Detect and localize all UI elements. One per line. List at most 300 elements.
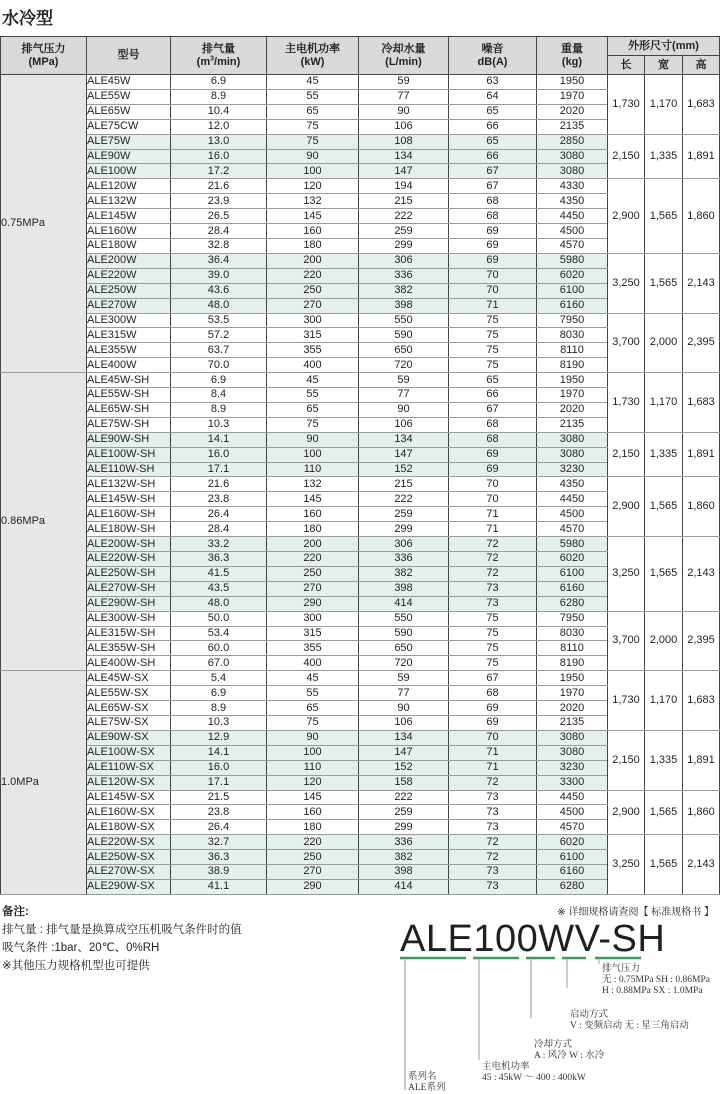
cooling-water-cell: 147 bbox=[359, 447, 449, 462]
weight-cell: 3080 bbox=[537, 447, 608, 462]
width-cell: 1,335 bbox=[645, 432, 683, 477]
notes-line: 吸气条件 :1bar、20℃、0%RH bbox=[2, 942, 160, 954]
weight-cell: 6100 bbox=[537, 850, 608, 865]
air-delivery-cell: 8.9 bbox=[171, 701, 267, 716]
motor-power-cell: 200 bbox=[267, 253, 359, 268]
model-cell: ALE45W-SX bbox=[87, 671, 171, 686]
weight-cell: 8030 bbox=[537, 626, 608, 641]
length-cell: 3,250 bbox=[608, 537, 645, 612]
air-delivery-cell: 43.5 bbox=[171, 581, 267, 596]
air-delivery-cell: 26.4 bbox=[171, 820, 267, 835]
motor-power-cell: 300 bbox=[267, 313, 359, 328]
weight-cell: 6160 bbox=[537, 298, 608, 313]
noise-cell: 69 bbox=[449, 253, 537, 268]
header-model: 型号 bbox=[87, 37, 171, 75]
height-cell: 1,891 bbox=[683, 134, 720, 179]
weight-cell: 2850 bbox=[537, 134, 608, 149]
noise-cell: 75 bbox=[449, 641, 537, 656]
noise-cell: 73 bbox=[449, 790, 537, 805]
height-cell: 2,143 bbox=[683, 537, 720, 612]
noise-cell: 71 bbox=[449, 298, 537, 313]
weight-cell: 4500 bbox=[537, 507, 608, 522]
start-method-legend: 启动方式 V : 变频启动 无 : 星三角启动 bbox=[570, 1010, 689, 1031]
noise-cell: 70 bbox=[449, 268, 537, 283]
air-delivery-cell: 36.4 bbox=[171, 253, 267, 268]
noise-cell: 68 bbox=[449, 209, 537, 224]
length-cell: 2,900 bbox=[608, 179, 645, 254]
model-cell: ALE100W-SH bbox=[87, 447, 171, 462]
model-cell: ALE90W-SH bbox=[87, 432, 171, 447]
air-delivery-cell: 48.0 bbox=[171, 596, 267, 611]
height-cell: 1,860 bbox=[683, 179, 720, 254]
cooling-water-cell: 299 bbox=[359, 238, 449, 253]
weight-cell: 3080 bbox=[537, 149, 608, 164]
noise-cell: 70 bbox=[449, 283, 537, 298]
model-cell: ALE250W-SH bbox=[87, 566, 171, 581]
motor-power-cell: 160 bbox=[267, 224, 359, 239]
motor-power-legend: 主电机功率 45 : 45kW ～ 400 : 400kW bbox=[482, 1062, 586, 1083]
motor-power-cell: 110 bbox=[267, 462, 359, 477]
table-row bbox=[1, 835, 720, 850]
noise-cell: 75 bbox=[449, 626, 537, 641]
weight-cell: 5980 bbox=[537, 537, 608, 552]
cooling-water-cell: 382 bbox=[359, 283, 449, 298]
model-cell: ALE160W-SX bbox=[87, 805, 171, 820]
notes-heading: 备注: bbox=[2, 906, 29, 918]
model-cell: ALE300W bbox=[87, 313, 171, 328]
air-delivery-cell: 48.0 bbox=[171, 298, 267, 313]
model-cell: ALE55W bbox=[87, 89, 171, 104]
model-cell: ALE160W-SH bbox=[87, 507, 171, 522]
weight-cell: 2020 bbox=[537, 701, 608, 716]
air-delivery-cell: 23.8 bbox=[171, 805, 267, 820]
air-delivery-cell: 39.0 bbox=[171, 268, 267, 283]
cooling-water-cell: 147 bbox=[359, 745, 449, 760]
width-cell: 1,170 bbox=[645, 671, 683, 731]
cooling-water-cell: 152 bbox=[359, 462, 449, 477]
motor-power-cell: 132 bbox=[267, 194, 359, 209]
noise-cell: 71 bbox=[449, 760, 537, 775]
air-delivery-cell: 36.3 bbox=[171, 850, 267, 865]
motor-power-cell: 355 bbox=[267, 641, 359, 656]
motor-power-cell: 200 bbox=[267, 537, 359, 552]
model-cell: ALE120W-SX bbox=[87, 775, 171, 790]
cooling-water-cell: 215 bbox=[359, 194, 449, 209]
motor-power-cell: 90 bbox=[267, 149, 359, 164]
cooling-water-cell: 147 bbox=[359, 164, 449, 179]
model-cell: ALE132W bbox=[87, 194, 171, 209]
weight-cell: 4450 bbox=[537, 492, 608, 507]
width-cell: 1,170 bbox=[645, 373, 683, 433]
model-cell: ALE270W bbox=[87, 298, 171, 313]
motor-power-cell: 250 bbox=[267, 850, 359, 865]
length-cell: 1,730 bbox=[608, 671, 645, 731]
motor-power-cell: 45 bbox=[267, 373, 359, 388]
noise-cell: 72 bbox=[449, 566, 537, 581]
width-cell: 1,335 bbox=[645, 730, 683, 790]
weight-cell: 3230 bbox=[537, 760, 608, 775]
cooling-water-cell: 77 bbox=[359, 686, 449, 701]
header-cooling-water: 冷却水量 (L/min) bbox=[359, 37, 449, 75]
air-delivery-cell: 28.4 bbox=[171, 522, 267, 537]
height-cell: 1,860 bbox=[683, 477, 720, 537]
air-delivery-cell: 10.3 bbox=[171, 715, 267, 730]
motor-power-cell: 290 bbox=[267, 596, 359, 611]
model-code-guide bbox=[395, 956, 720, 1093]
cooling-water-cell: 550 bbox=[359, 313, 449, 328]
air-delivery-cell: 67.0 bbox=[171, 656, 267, 671]
table-row bbox=[1, 671, 720, 686]
noise-cell: 69 bbox=[449, 238, 537, 253]
table-row bbox=[1, 75, 720, 90]
table-row bbox=[1, 313, 720, 328]
table-row bbox=[1, 537, 720, 552]
noise-cell: 73 bbox=[449, 820, 537, 835]
length-cell: 3,700 bbox=[608, 611, 645, 671]
air-delivery-cell: 21.5 bbox=[171, 790, 267, 805]
notes-line: 排气量 : 排气量是换算成空压机吸气条件时的值 bbox=[2, 924, 242, 936]
air-delivery-cell: 5.4 bbox=[171, 671, 267, 686]
motor-power-cell: 220 bbox=[267, 552, 359, 567]
cooling-water-cell: 398 bbox=[359, 865, 449, 880]
height-cell: 2,395 bbox=[683, 313, 720, 373]
air-delivery-cell: 26.4 bbox=[171, 507, 267, 522]
weight-cell: 8190 bbox=[537, 656, 608, 671]
motor-power-cell: 120 bbox=[267, 775, 359, 790]
air-delivery-cell: 26.5 bbox=[171, 209, 267, 224]
length-cell: 1,730 bbox=[608, 75, 645, 135]
cooling-water-cell: 299 bbox=[359, 820, 449, 835]
noise-cell: 67 bbox=[449, 164, 537, 179]
noise-cell: 75 bbox=[449, 656, 537, 671]
weight-cell: 1950 bbox=[537, 373, 608, 388]
weight-cell: 7950 bbox=[537, 313, 608, 328]
noise-cell: 69 bbox=[449, 224, 537, 239]
model-cell: ALE180W-SH bbox=[87, 522, 171, 537]
cooling-water-cell: 306 bbox=[359, 253, 449, 268]
model-cell: ALE110W-SX bbox=[87, 760, 171, 775]
model-cell: ALE300W-SH bbox=[87, 611, 171, 626]
length-cell: 3,700 bbox=[608, 313, 645, 373]
cooling-water-cell: 59 bbox=[359, 75, 449, 90]
air-delivery-cell: 14.1 bbox=[171, 432, 267, 447]
cooling-water-cell: 90 bbox=[359, 402, 449, 417]
table-row bbox=[1, 253, 720, 268]
noise-cell: 68 bbox=[449, 194, 537, 209]
model-cell: ALE45W-SH bbox=[87, 373, 171, 388]
cooling-water-cell: 152 bbox=[359, 760, 449, 775]
height-cell: 2,143 bbox=[683, 835, 720, 895]
header-noise: 噪音 dB(A) bbox=[449, 37, 537, 75]
weight-cell: 6020 bbox=[537, 268, 608, 283]
air-delivery-cell: 16.0 bbox=[171, 447, 267, 462]
model-cell: ALE145W-SH bbox=[87, 492, 171, 507]
air-delivery-cell: 21.6 bbox=[171, 477, 267, 492]
air-delivery-cell: 70.0 bbox=[171, 358, 267, 373]
noise-cell: 75 bbox=[449, 358, 537, 373]
motor-power-cell: 65 bbox=[267, 104, 359, 119]
height-cell: 1,891 bbox=[683, 432, 720, 477]
width-cell: 1,335 bbox=[645, 134, 683, 179]
cooling-water-cell: 550 bbox=[359, 611, 449, 626]
weight-cell: 2135 bbox=[537, 119, 608, 134]
noise-cell: 67 bbox=[449, 402, 537, 417]
length-cell: 1,730 bbox=[608, 373, 645, 433]
table-row bbox=[1, 432, 720, 447]
cooling-water-cell: 590 bbox=[359, 626, 449, 641]
air-delivery-cell: 63.7 bbox=[171, 343, 267, 358]
length-cell: 2,150 bbox=[608, 730, 645, 790]
weight-cell: 3080 bbox=[537, 432, 608, 447]
air-delivery-cell: 8.9 bbox=[171, 402, 267, 417]
cooling-water-cell: 59 bbox=[359, 671, 449, 686]
spec-reference-note: ※ 详细规格请查阅【 标准规格书 】 bbox=[557, 907, 714, 918]
model-cell: ALE315W-SH bbox=[87, 626, 171, 641]
air-delivery-cell: 28.4 bbox=[171, 224, 267, 239]
weight-cell: 4570 bbox=[537, 522, 608, 537]
motor-power-cell: 75 bbox=[267, 119, 359, 134]
cooling-water-cell: 398 bbox=[359, 298, 449, 313]
cooling-water-cell: 222 bbox=[359, 790, 449, 805]
motor-power-cell: 100 bbox=[267, 164, 359, 179]
width-cell: 1,170 bbox=[645, 75, 683, 135]
weight-cell: 3300 bbox=[537, 775, 608, 790]
model-cell: ALE160W bbox=[87, 224, 171, 239]
weight-cell: 3230 bbox=[537, 462, 608, 477]
noise-cell: 68 bbox=[449, 417, 537, 432]
length-cell: 3,250 bbox=[608, 253, 645, 313]
model-cell: ALE75CW bbox=[87, 119, 171, 134]
noise-cell: 73 bbox=[449, 596, 537, 611]
spec-table bbox=[0, 36, 720, 895]
noise-cell: 65 bbox=[449, 373, 537, 388]
motor-power-cell: 45 bbox=[267, 75, 359, 90]
cooling-water-cell: 222 bbox=[359, 209, 449, 224]
cooling-water-cell: 398 bbox=[359, 581, 449, 596]
air-delivery-cell: 23.8 bbox=[171, 492, 267, 507]
motor-power-cell: 270 bbox=[267, 298, 359, 313]
weight-cell: 4450 bbox=[537, 209, 608, 224]
air-delivery-cell: 6.9 bbox=[171, 686, 267, 701]
model-cell: ALE55W-SX bbox=[87, 686, 171, 701]
weight-cell: 4350 bbox=[537, 477, 608, 492]
motor-power-cell: 180 bbox=[267, 522, 359, 537]
model-cell: ALE400W-SH bbox=[87, 656, 171, 671]
model-cell: ALE100W-SX bbox=[87, 745, 171, 760]
weight-cell: 4500 bbox=[537, 224, 608, 239]
motor-power-cell: 45 bbox=[267, 671, 359, 686]
air-delivery-cell: 10.3 bbox=[171, 417, 267, 432]
weight-cell: 1950 bbox=[537, 75, 608, 90]
height-cell: 1,891 bbox=[683, 730, 720, 790]
cooling-water-cell: 134 bbox=[359, 730, 449, 745]
header-weight: 重量 (kg) bbox=[537, 37, 608, 75]
motor-power-cell: 65 bbox=[267, 701, 359, 716]
model-cell: ALE45W bbox=[87, 75, 171, 90]
width-cell: 1,565 bbox=[645, 477, 683, 537]
motor-power-cell: 160 bbox=[267, 805, 359, 820]
air-delivery-cell: 32.8 bbox=[171, 238, 267, 253]
cooling-water-cell: 299 bbox=[359, 522, 449, 537]
cooling-water-cell: 720 bbox=[359, 358, 449, 373]
weight-cell: 5980 bbox=[537, 253, 608, 268]
header-length: 长 bbox=[608, 56, 645, 75]
air-delivery-cell: 53.4 bbox=[171, 626, 267, 641]
noise-cell: 75 bbox=[449, 313, 537, 328]
air-delivery-cell: 13.0 bbox=[171, 134, 267, 149]
air-delivery-cell: 32.7 bbox=[171, 835, 267, 850]
motor-power-cell: 270 bbox=[267, 865, 359, 880]
model-cell: ALE220W-SX bbox=[87, 835, 171, 850]
header-motor-power: 主电机功率 (kW) bbox=[267, 37, 359, 75]
model-cell: ALE65W bbox=[87, 104, 171, 119]
width-cell: 1,565 bbox=[645, 790, 683, 835]
weight-cell: 8030 bbox=[537, 328, 608, 343]
weight-cell: 6020 bbox=[537, 552, 608, 567]
cooling-water-cell: 59 bbox=[359, 373, 449, 388]
cooling-water-cell: 194 bbox=[359, 179, 449, 194]
weight-cell: 6280 bbox=[537, 879, 608, 894]
model-cell: ALE145W-SX bbox=[87, 790, 171, 805]
cooling-water-cell: 259 bbox=[359, 805, 449, 820]
weight-cell: 1970 bbox=[537, 388, 608, 403]
air-delivery-cell: 16.0 bbox=[171, 149, 267, 164]
air-delivery-cell: 41.1 bbox=[171, 879, 267, 894]
motor-power-cell: 100 bbox=[267, 745, 359, 760]
height-cell: 1,683 bbox=[683, 671, 720, 731]
length-cell: 2,900 bbox=[608, 477, 645, 537]
air-delivery-cell: 14.1 bbox=[171, 745, 267, 760]
motor-power-cell: 400 bbox=[267, 358, 359, 373]
cooling-water-cell: 382 bbox=[359, 566, 449, 581]
noise-cell: 71 bbox=[449, 745, 537, 760]
model-cell: ALE250W-SX bbox=[87, 850, 171, 865]
cooling-water-cell: 106 bbox=[359, 417, 449, 432]
noise-cell: 69 bbox=[449, 701, 537, 716]
model-cell: ALE400W bbox=[87, 358, 171, 373]
model-cell: ALE145W bbox=[87, 209, 171, 224]
air-delivery-cell: 60.0 bbox=[171, 641, 267, 656]
motor-power-cell: 132 bbox=[267, 477, 359, 492]
motor-power-cell: 180 bbox=[267, 820, 359, 835]
weight-cell: 3080 bbox=[537, 730, 608, 745]
cooling-water-cell: 306 bbox=[359, 537, 449, 552]
model-cell: ALE180W bbox=[87, 238, 171, 253]
cooling-water-cell: 720 bbox=[359, 656, 449, 671]
weight-cell: 2020 bbox=[537, 402, 608, 417]
air-delivery-cell: 57.2 bbox=[171, 328, 267, 343]
motor-power-cell: 55 bbox=[267, 388, 359, 403]
width-cell: 1,565 bbox=[645, 537, 683, 612]
model-code: ALE100WV-SH bbox=[400, 918, 666, 960]
cooling-water-cell: 414 bbox=[359, 879, 449, 894]
header-height: 高 bbox=[683, 56, 720, 75]
weight-cell: 1970 bbox=[537, 686, 608, 701]
cooling-water-cell: 259 bbox=[359, 224, 449, 239]
model-cell: ALE110W-SH bbox=[87, 462, 171, 477]
table-row bbox=[1, 730, 720, 745]
width-cell: 2,000 bbox=[645, 313, 683, 373]
noise-cell: 65 bbox=[449, 134, 537, 149]
air-delivery-cell: 43.6 bbox=[171, 283, 267, 298]
motor-power-cell: 145 bbox=[267, 209, 359, 224]
weight-cell: 6160 bbox=[537, 865, 608, 880]
pressure-cell: 1.0MPa bbox=[1, 671, 87, 895]
air-delivery-cell: 12.0 bbox=[171, 119, 267, 134]
motor-power-cell: 315 bbox=[267, 626, 359, 641]
width-cell: 1,565 bbox=[645, 179, 683, 254]
cooling-water-cell: 90 bbox=[359, 701, 449, 716]
motor-power-cell: 75 bbox=[267, 715, 359, 730]
motor-power-cell: 270 bbox=[267, 581, 359, 596]
weight-cell: 6100 bbox=[537, 566, 608, 581]
motor-power-cell: 250 bbox=[267, 283, 359, 298]
noise-cell: 73 bbox=[449, 865, 537, 880]
motor-power-cell: 90 bbox=[267, 730, 359, 745]
air-delivery-cell: 16.0 bbox=[171, 760, 267, 775]
noise-cell: 66 bbox=[449, 149, 537, 164]
cooling-water-cell: 650 bbox=[359, 343, 449, 358]
air-delivery-cell: 8.9 bbox=[171, 89, 267, 104]
air-delivery-cell: 21.6 bbox=[171, 179, 267, 194]
header-air-delivery: 排气量 $(m^3/\min)$ bbox=[171, 37, 267, 75]
motor-power-cell: 65 bbox=[267, 402, 359, 417]
motor-power-cell: 75 bbox=[267, 417, 359, 432]
series-legend: 系列名 ALE系列 bbox=[408, 1072, 446, 1093]
cooling-water-cell: 414 bbox=[359, 596, 449, 611]
noise-cell: 63 bbox=[449, 75, 537, 90]
noise-cell: 72 bbox=[449, 552, 537, 567]
cooling-water-cell: 650 bbox=[359, 641, 449, 656]
height-cell: 1,683 bbox=[683, 373, 720, 433]
model-cell: ALE75W-SH bbox=[87, 417, 171, 432]
motor-power-cell: 400 bbox=[267, 656, 359, 671]
height-cell: 1,860 bbox=[683, 790, 720, 835]
cooling-water-cell: 336 bbox=[359, 835, 449, 850]
weight-cell: 2020 bbox=[537, 104, 608, 119]
model-cell: ALE100W bbox=[87, 164, 171, 179]
noise-cell: 68 bbox=[449, 686, 537, 701]
noise-cell: 72 bbox=[449, 775, 537, 790]
height-cell: 2,143 bbox=[683, 253, 720, 313]
header-dimensions: 外形尺寸(mm) bbox=[608, 37, 720, 56]
noise-cell: 67 bbox=[449, 179, 537, 194]
noise-cell: 71 bbox=[449, 522, 537, 537]
motor-power-cell: 145 bbox=[267, 790, 359, 805]
model-cell: ALE120W bbox=[87, 179, 171, 194]
weight-cell: 2135 bbox=[537, 417, 608, 432]
motor-power-cell: 220 bbox=[267, 268, 359, 283]
table-row bbox=[1, 373, 720, 388]
noise-cell: 66 bbox=[449, 119, 537, 134]
cooling-water-cell: 106 bbox=[359, 715, 449, 730]
width-cell: 2,000 bbox=[645, 611, 683, 671]
model-cell: ALE75W-SX bbox=[87, 715, 171, 730]
noise-cell: 73 bbox=[449, 581, 537, 596]
motor-power-cell: 315 bbox=[267, 328, 359, 343]
air-delivery-cell: 41.5 bbox=[171, 566, 267, 581]
weight-cell: 4450 bbox=[537, 790, 608, 805]
weight-cell: 8110 bbox=[537, 641, 608, 656]
model-cell: ALE90W-SX bbox=[87, 730, 171, 745]
cooling-water-cell: 222 bbox=[359, 492, 449, 507]
noise-cell: 75 bbox=[449, 611, 537, 626]
weight-cell: 2135 bbox=[537, 715, 608, 730]
model-cell: ALE55W-SH bbox=[87, 388, 171, 403]
table-row bbox=[1, 179, 720, 194]
air-delivery-cell: 17.1 bbox=[171, 775, 267, 790]
weight-cell: 4500 bbox=[537, 805, 608, 820]
